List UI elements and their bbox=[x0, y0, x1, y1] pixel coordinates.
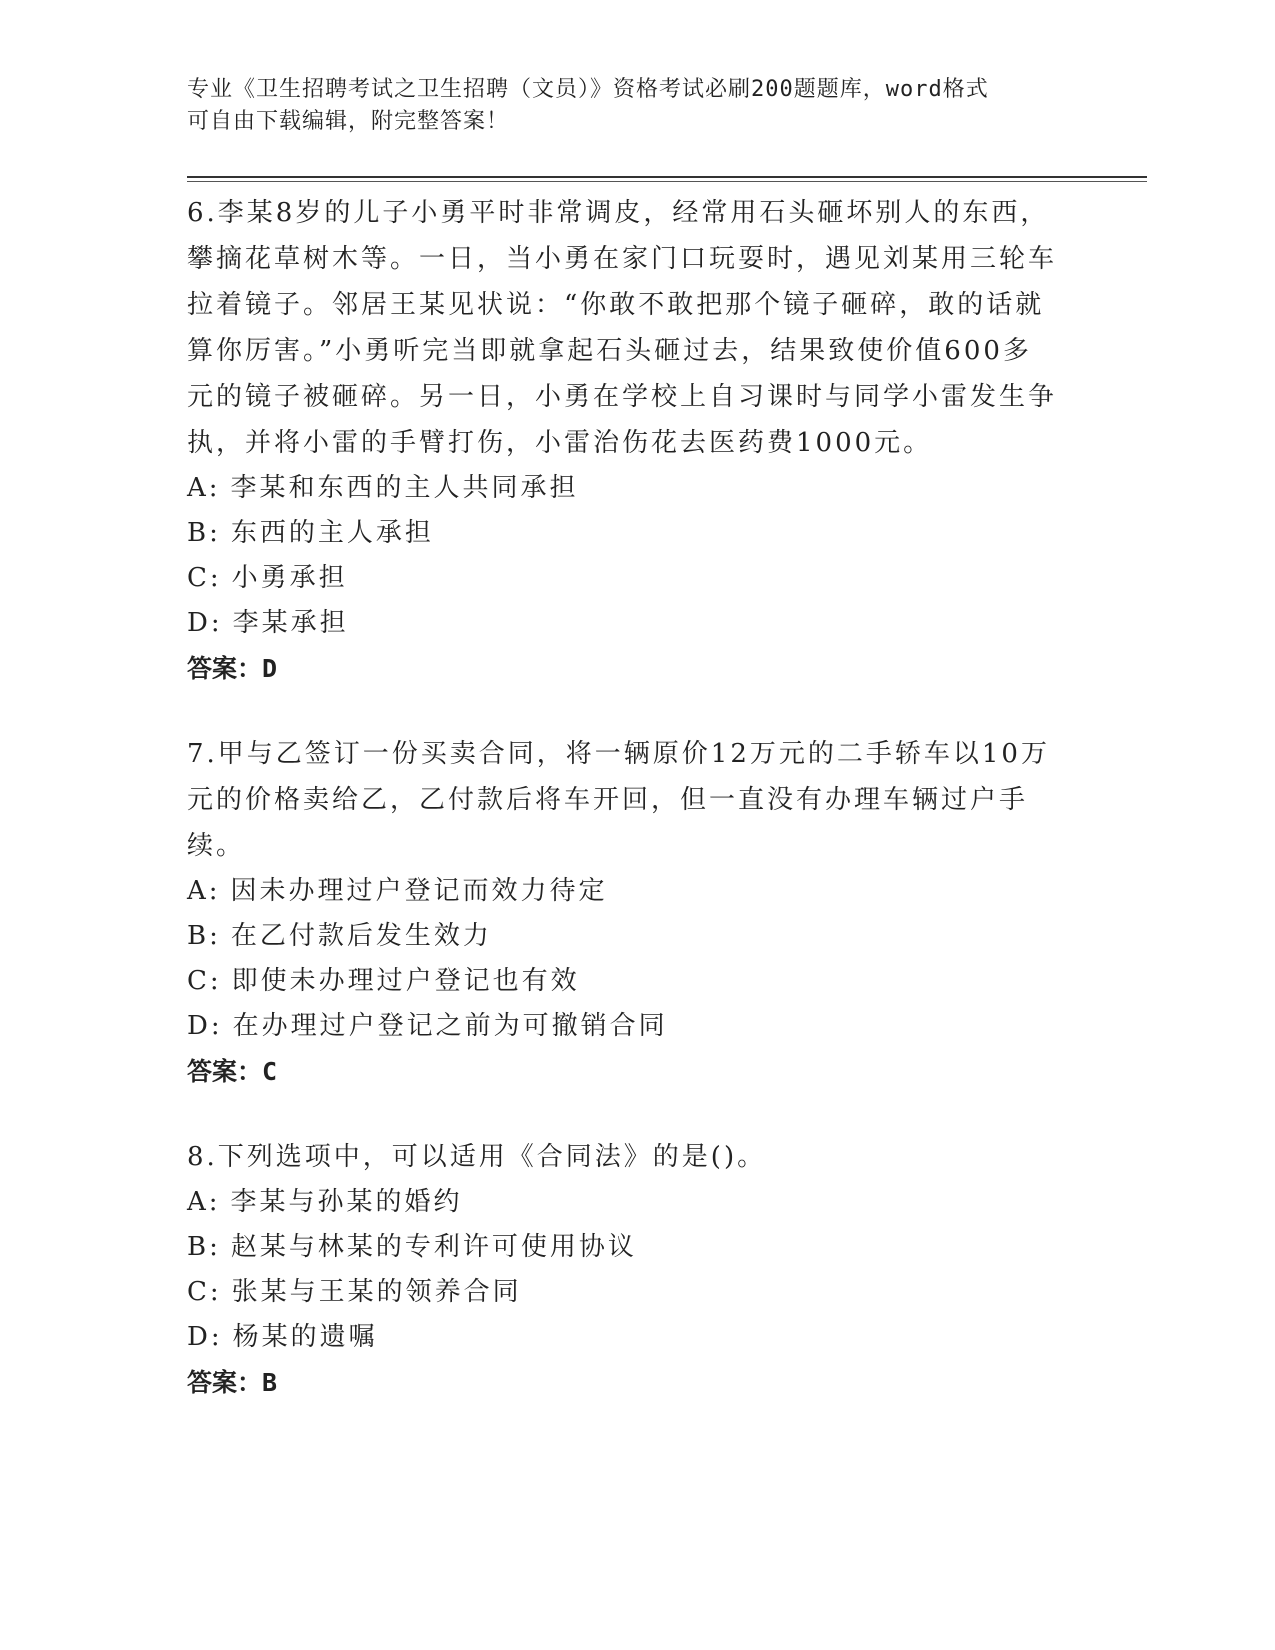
option-text: 东西的主人承担 bbox=[230, 518, 434, 548]
question-stem: 6.李某8岁的儿子小勇平时非常调皮，经常用石头砸坏别人的东西，攀摘花草树木等。一日，当小勇在家门口玩耍时，遇见刘某用三轮车拉着镜子。邻居王某见状说：“你敢不敢把那个镜子砸碎，敢的话就算你厉害。”小勇听完当即就拿起石头砸过去，结果致使价值600多元的镜子被砸碎。另一日，小勇在学校上自习课时与同学小雷发生争执，并将小雷的手臂打伤，小雷治伤花去医药费1000元。 bbox=[187, 198, 1058, 458]
option-key: A: bbox=[187, 876, 221, 906]
answer-line: 答案：D bbox=[187, 654, 278, 683]
option-text: 小勇承担 bbox=[231, 563, 348, 593]
option-c bbox=[187, 556, 1057, 601]
option-key: D: bbox=[187, 608, 223, 638]
option-key: D: bbox=[187, 1011, 223, 1041]
header-line-1: 专业《卫生招聘考试之卫生招聘（文员）》资格考试必刷200题题库，word格式 bbox=[187, 77, 989, 102]
question-6 bbox=[187, 190, 1057, 692]
question-stem: 7.甲与乙签订一份买卖合同，将一辆原价12万元的二手轿车以10万元的价格卖给乙，乙付款后将车开回，但一直没有办理车辆过户手续。 bbox=[187, 739, 1050, 861]
option-b bbox=[187, 914, 1057, 959]
option-text: 李某与孙某的婚约 bbox=[230, 1187, 463, 1217]
option-key: A: bbox=[187, 473, 221, 503]
option-key: B: bbox=[187, 1232, 221, 1262]
header-divider-thick bbox=[187, 176, 1147, 178]
option-a bbox=[187, 869, 1057, 914]
option-text: 因未办理过户登记而效力待定 bbox=[230, 876, 608, 906]
option-d bbox=[187, 1004, 1057, 1049]
option-d bbox=[187, 1315, 1057, 1360]
question-stem: 8.下列选项中，可以适用《合同法》的是()。 bbox=[187, 1142, 767, 1172]
option-text: 李某和东西的主人共同承担 bbox=[230, 473, 579, 503]
option-key: A: bbox=[187, 1187, 221, 1217]
option-a bbox=[187, 1180, 1057, 1225]
option-key: C: bbox=[187, 966, 222, 996]
option-key: C: bbox=[187, 1277, 222, 1307]
option-text: 李某承担 bbox=[232, 608, 349, 638]
header-line-2: 可自由下载编辑，附完整答案！ bbox=[187, 109, 510, 134]
option-text: 即使未办理过户登记也有效 bbox=[231, 966, 580, 996]
option-c bbox=[187, 959, 1057, 1004]
answer-line: 答案：B bbox=[187, 1368, 278, 1397]
option-c bbox=[187, 1270, 1057, 1315]
option-text: 张某与王某的领养合同 bbox=[231, 1277, 522, 1307]
option-text: 在办理过户登记之前为可撤销合同 bbox=[232, 1011, 668, 1041]
option-text: 在乙付款后发生效力 bbox=[230, 921, 492, 951]
question-list bbox=[187, 190, 1057, 1445]
question-7 bbox=[187, 731, 1057, 1095]
document-header bbox=[187, 74, 1067, 138]
option-text: 杨某的遗嘱 bbox=[232, 1322, 378, 1352]
answer-line: 答案：C bbox=[187, 1057, 278, 1086]
header-divider-thin bbox=[187, 181, 1147, 182]
option-b bbox=[187, 511, 1057, 556]
option-b bbox=[187, 1225, 1057, 1270]
option-key: B: bbox=[187, 518, 221, 548]
option-a bbox=[187, 466, 1057, 511]
option-key: C: bbox=[187, 563, 222, 593]
option-d bbox=[187, 601, 1057, 646]
option-key: B: bbox=[187, 921, 221, 951]
option-text: 赵某与林某的专利许可使用协议 bbox=[230, 1232, 637, 1262]
option-key: D: bbox=[187, 1322, 223, 1352]
question-8 bbox=[187, 1134, 1057, 1406]
